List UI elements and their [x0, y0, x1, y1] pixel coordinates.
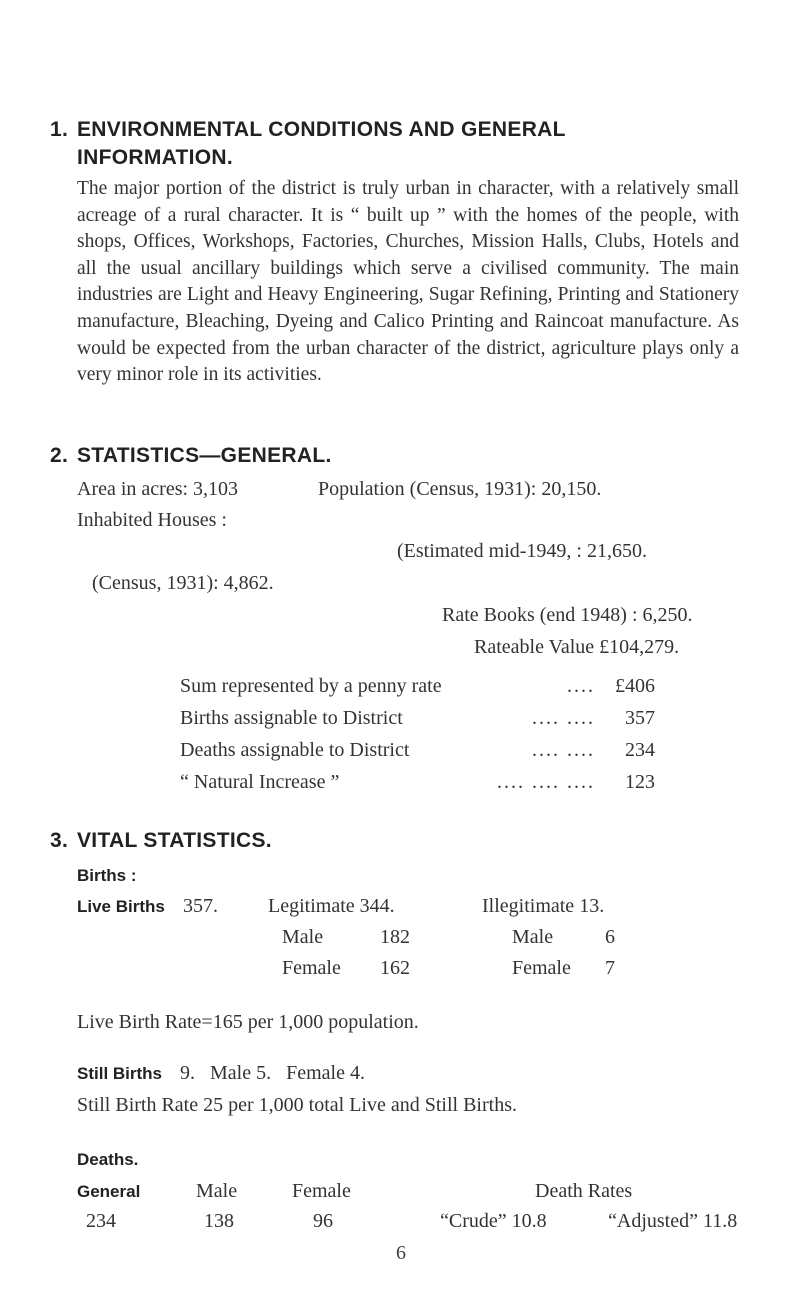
live-births-value: 357. — [183, 895, 218, 917]
illegitimate-male-label: Male — [512, 926, 554, 948]
death-rates-header: Death Rates — [535, 1180, 633, 1202]
still-births-values: 9. Male 5. Female 4. — [180, 1062, 365, 1084]
general-label: General — [77, 1182, 141, 1201]
female-deaths-value: 96 — [313, 1210, 333, 1232]
section-3-title: VITAL STATISTICS. — [77, 829, 272, 852]
still-birth-rate: Still Birth Rate 25 per 1,000 total Live and Still Births. — [77, 1094, 517, 1116]
section-1-title: ENVIRONMENTAL CONDITIONS AND GENERAL — [77, 118, 566, 141]
female-column-header: Female — [292, 1180, 351, 1202]
male-deaths-value: 138 — [204, 1210, 234, 1232]
legitimate-total: Legitimate 344. — [268, 895, 395, 917]
leader-dots: .... .... .... — [497, 771, 595, 793]
estimated-houses: (Estimated mid-1949, : 21,650. — [397, 540, 647, 562]
illegitimate-female-value: 7 — [605, 957, 615, 979]
live-birth-rate: Live Birth Rate=165 per 1,000 population. — [77, 1011, 419, 1033]
leader-dots: .... .... — [532, 707, 595, 729]
section-1-title-cont: INFORMATION. — [77, 146, 234, 169]
legitimate-female-label: Female — [282, 957, 341, 979]
inhabited-houses: Inhabited Houses : — [77, 509, 227, 531]
legitimate-male-value: 182 — [380, 926, 410, 948]
row-label: Sum represented by a penny rate — [180, 675, 442, 697]
legitimate-male-label: Male — [282, 926, 324, 948]
live-births-label: Live Births — [77, 897, 165, 916]
births-heading: Births : — [77, 866, 137, 885]
section-1-number: 1. — [50, 118, 69, 141]
row-label: Deaths assignable to District — [180, 739, 410, 761]
section-3-number: 3. — [50, 829, 69, 852]
row-label: Births assignable to District — [180, 707, 403, 729]
deaths-heading: Deaths. — [77, 1150, 139, 1169]
male-column-header: Male — [196, 1180, 238, 1202]
section-2-number: 2. — [50, 444, 69, 467]
row-value: 234 — [625, 739, 655, 761]
section-2-title: STATISTICS—GENERAL. — [77, 444, 332, 467]
general-deaths-value: 234 — [86, 1210, 116, 1232]
rateable-value: Rateable Value £104,279. — [474, 636, 680, 658]
still-births-label: Still Births — [77, 1064, 163, 1083]
census-houses: (Census, 1931): 4,862. — [92, 572, 274, 594]
row-value: 123 — [625, 771, 655, 793]
rate-books: Rate Books (end 1948) : 6,250. — [442, 604, 693, 626]
legitimate-female-value: 162 — [380, 957, 410, 979]
crude-death-rate: “Crude” 10.8 — [440, 1210, 547, 1232]
adjusted-death-rate: “Adjusted” 11.8 — [608, 1210, 738, 1232]
row-value: £406 — [615, 675, 655, 697]
area-in-acres: Area in acres: 3,103 — [77, 478, 239, 500]
illegitimate-male-value: 6 — [605, 926, 615, 948]
population: Population (Census, 1931): 20,150. — [318, 478, 602, 500]
page-number: 6 — [396, 1242, 406, 1264]
row-label: “ Natural Increase ” — [180, 771, 340, 793]
illegitimate-total: Illegitimate 13. — [482, 895, 605, 917]
section-1-paragraph: The major portion of the district is truly urban in character, with a relatively small acreage of a rural character. It is “ built up ” with the homes of the people, with shops, Offices, Workshops, Factories, Churches, Mission Halls, Clubs, Hotels and all the usual ancillary buildings which serve a civilised community. The main industries are Light and Heavy Engineering, Sugar Refining, Printing and Stationery manufacture, Bleaching, Dyeing and Calico Printing and Raincoat manufacture. As would be expected from the urban character of the district, agriculture plays only a very minor role in its activities. — [77, 178, 739, 386]
illegitimate-female-label: Female — [512, 957, 571, 979]
leader-dots: .... — [567, 675, 595, 697]
leader-dots: .... .... — [532, 739, 595, 761]
row-value: 357 — [625, 707, 655, 729]
